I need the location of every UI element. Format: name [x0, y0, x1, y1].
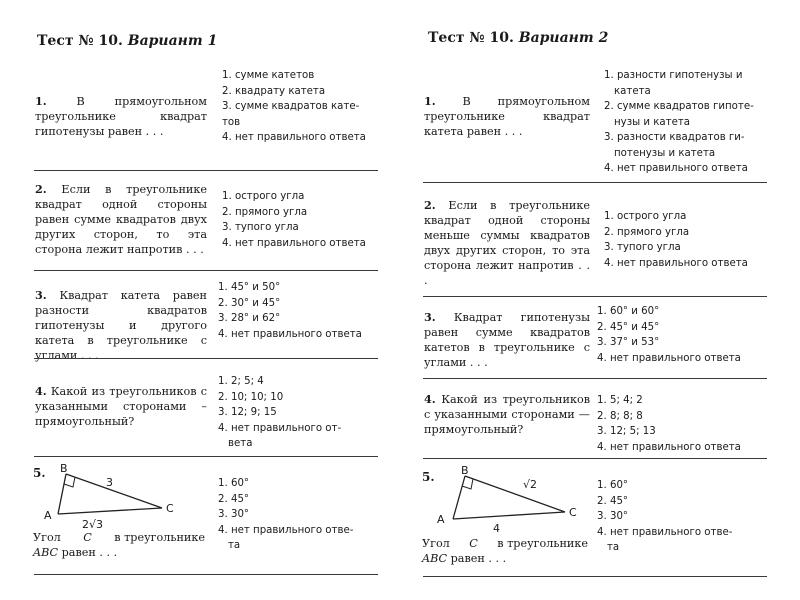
vertex-label-b: B: [461, 464, 469, 477]
answer-option-continued: нузы и катета: [614, 116, 691, 128]
variant-1-answers-1: [222, 68, 366, 146]
answer-option[interactable]: 3. тупого угла: [604, 242, 681, 253]
triangle-side-ab: [58, 474, 66, 514]
answer-option[interactable]: 2. 10; 10; 10: [218, 391, 284, 403]
divider: [423, 458, 767, 459]
side-label-bc: 3: [106, 476, 113, 489]
vertex-label-a: A: [44, 509, 52, 522]
answer-option[interactable]: 1. 60°: [218, 478, 250, 489]
answer-option-continued: тов: [222, 116, 241, 128]
answer-option[interactable]: 2. 45°: [218, 493, 250, 505]
answer-option[interactable]: 4. нет правильного от-: [218, 422, 342, 434]
variant-2-question-2: 2. Если в треугольнике квадрат одной стороны меньше суммы квадратов двух других сторон, то эта сторона лежит напротив . . .: [424, 198, 590, 287]
answer-option[interactable]: 4. нет правильного ответа: [597, 352, 741, 364]
answer-option[interactable]: 2. 45° и 45°: [597, 321, 660, 333]
answer-option[interactable]: 2. 30° и 45°: [218, 297, 281, 309]
variant-2-triangle-diagram: [429, 460, 589, 540]
variant-1-question-3: 3. Квадрат катета равен разности квадратов гипотенузы и другого катета в треугольнике с углами . . .: [35, 288, 207, 362]
triangle-side-bc: [465, 476, 565, 512]
answer-option[interactable]: 3. 30°: [597, 511, 629, 522]
variant-2-answers-1: [604, 68, 754, 177]
variant-1-question-2: 2. Если в треугольнике квадрат одной стороны равен сумме квадратов двух других сторон, то эта сторона лежит напротив . . .: [35, 182, 207, 256]
answer-option[interactable]: 2. прямого угла: [604, 226, 690, 238]
answer-option[interactable]: 3. 12; 9; 15: [218, 407, 277, 418]
variant-2-answers-5: [597, 478, 732, 556]
answer-option[interactable]: 2. 45°: [597, 495, 629, 507]
variant-1-answers-4: [218, 374, 341, 452]
variant-1-answers-5: [218, 476, 353, 554]
answer-option[interactable]: 1. сумме катетов: [222, 70, 315, 81]
triangle-side-ac: [453, 512, 565, 519]
variant-1-question-4: 4. Какой из треугольников с указанными сторонами – прямоугольный?: [35, 384, 207, 428]
variant-2-answers-3: [597, 304, 741, 366]
variant-2-answers-2: [604, 209, 748, 271]
divider: [34, 456, 378, 457]
variant-1-question-1: 1. В прямоугольном треугольнике квадрат гипотенузы равен . . .: [35, 94, 207, 138]
vertex-label-c: C: [166, 502, 174, 515]
answer-option[interactable]: 1. острого угла: [222, 191, 305, 202]
answer-option[interactable]: 4. нет правильного ответа: [597, 441, 741, 453]
divider: [34, 170, 378, 171]
answer-option[interactable]: 1. 60° и 60°: [597, 306, 660, 317]
divider: [34, 270, 378, 271]
answer-option[interactable]: 4. нет правильного отве-: [597, 526, 733, 538]
answer-option-continued: та: [607, 542, 620, 553]
answer-option[interactable]: 4. нет правильного ответа: [604, 163, 748, 174]
answer-option[interactable]: 3. разности квадратов ги-: [604, 132, 745, 143]
vertex-label-c: C: [569, 506, 577, 519]
variant-2-title: Тест № 10. Вариант 2: [428, 30, 609, 46]
answer-option-continued: катета: [614, 85, 651, 97]
answer-option[interactable]: 2. прямого угла: [222, 206, 308, 218]
vertex-label-a: A: [437, 513, 445, 526]
variant-1-title: Тест № 10. Вариант 1: [37, 33, 218, 49]
answer-option[interactable]: 4. нет правильного ответа: [222, 132, 366, 143]
answer-option[interactable]: 2. сумме квадратов гипоте-: [604, 101, 754, 112]
variant-2-question-5-number: 5.: [422, 470, 435, 484]
variant-1-answers-2: [222, 189, 366, 251]
divider: [423, 296, 767, 297]
answer-option[interactable]: 3. 30°: [218, 509, 250, 520]
triangle-side-ac: [58, 508, 162, 514]
side-label-ac: 4: [493, 522, 500, 535]
answer-option[interactable]: 3. сумме квадратов кате-: [222, 101, 360, 112]
answer-option[interactable]: 1. острого угла: [604, 211, 687, 222]
answer-option-continued: та: [228, 540, 241, 551]
side-label-bc: √2: [523, 478, 538, 491]
variant-1-answers-3: [218, 280, 362, 342]
divider: [34, 358, 378, 359]
triangle-side-bc: [66, 474, 162, 508]
variant-2-question-5-text: Угол C в треугольнике ABC равен . . .: [422, 537, 588, 565]
divider: [34, 574, 378, 575]
answer-option[interactable]: 4. нет правильного ответа: [218, 328, 362, 340]
answer-option[interactable]: 2. квадрату катета: [222, 85, 326, 97]
variant-1-triangle-diagram: [40, 460, 190, 535]
answer-option[interactable]: 2. 8; 8; 8: [597, 410, 643, 422]
variant-2-question-3: 3. Квадрат гипотенузы равен сумме квадратов катетов в треугольнике с углами . . .: [424, 310, 590, 369]
answer-option[interactable]: 3. тупого угла: [222, 222, 299, 233]
answer-option[interactable]: 1. 2; 5; 4: [218, 376, 264, 387]
vertex-label-b: B: [60, 462, 68, 475]
answer-option[interactable]: 1. разности гипотенузы и: [604, 70, 743, 81]
triangle-side-ab: [453, 476, 465, 519]
side-label-ac: 2√3: [82, 518, 104, 531]
variant-1-question-5-number: 5.: [33, 466, 46, 480]
answer-option[interactable]: 3. 28° и 62°: [218, 313, 281, 324]
variant-2-question-4: 4. Какой из треугольников с указанными сторонами — прямоугольный?: [424, 392, 590, 436]
answer-option[interactable]: 3. 12; 5; 13: [597, 426, 656, 437]
divider: [423, 182, 767, 183]
answer-option[interactable]: 3. 37° и 53°: [597, 337, 660, 348]
divider: [423, 576, 767, 577]
divider: [423, 378, 767, 379]
answer-option[interactable]: 1. 60°: [597, 480, 629, 491]
variant-2-answers-4: [597, 393, 741, 455]
answer-option[interactable]: 1. 45° и 50°: [218, 282, 281, 293]
answer-option-continued: потенузы и катета: [614, 147, 716, 159]
answer-option-continued: вета: [228, 438, 253, 449]
answer-option[interactable]: 4. нет правильного ответа: [604, 257, 748, 269]
variant-2-sheet: [405, 0, 800, 600]
variant-1-question-5-text: Угол C в треугольнике ABC равен . . .: [33, 531, 205, 559]
answer-option[interactable]: 4. нет правильного отве-: [218, 524, 354, 536]
answer-option[interactable]: 4. нет правильного ответа: [222, 237, 366, 249]
answer-option[interactable]: 1. 5; 4; 2: [597, 395, 643, 406]
variant-2-question-1: 1. В прямоугольном треугольнике квадрат катета равен . . .: [424, 94, 590, 138]
